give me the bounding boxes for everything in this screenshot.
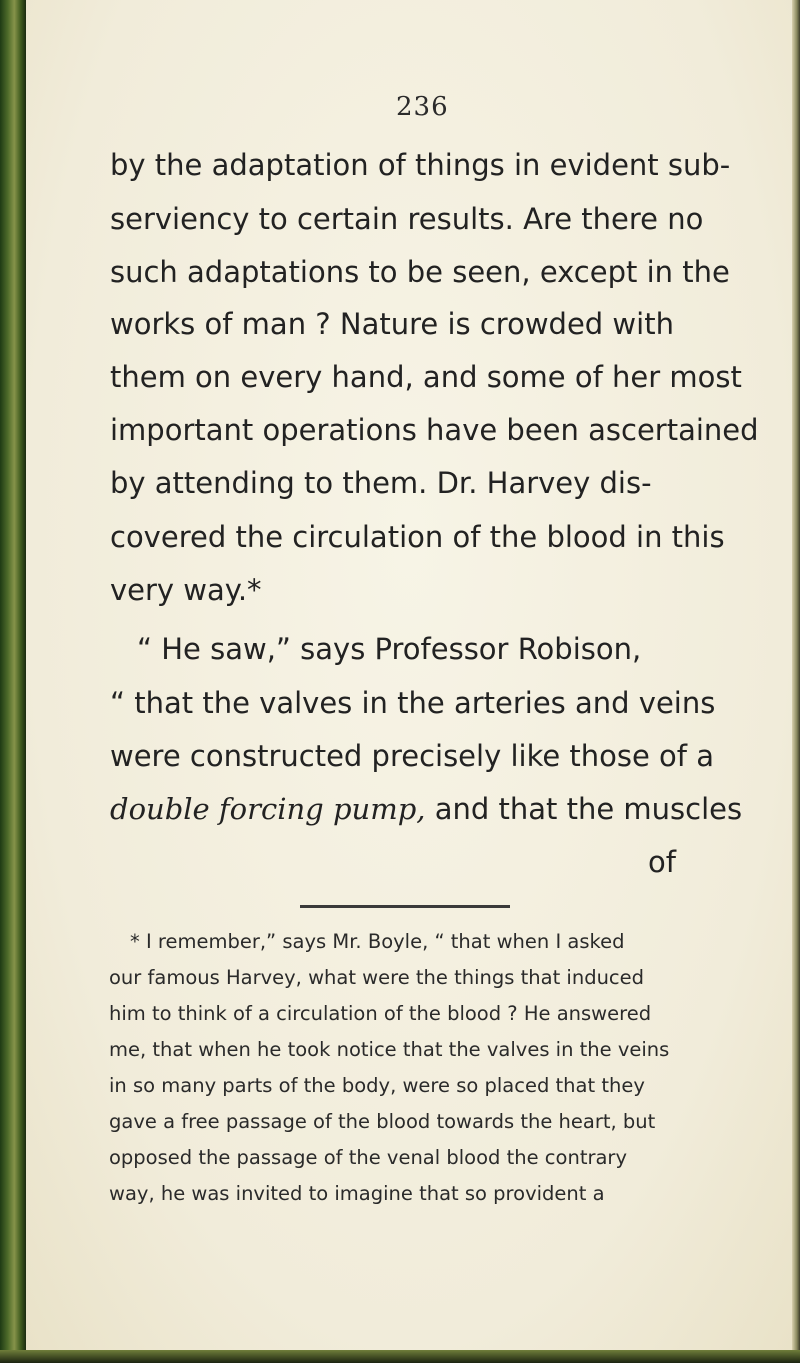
page-right-edge: [792, 0, 800, 1363]
body-line: covered the circulation of the blood in this: [110, 520, 725, 554]
footnote-line: our famous Harvey, what were the things that induced: [109, 966, 645, 989]
footnote-line: opposed the passage of the venal blood the contrary: [109, 1146, 627, 1169]
body-line: them on every hand, and some of her most: [110, 360, 742, 394]
book-spine-edge: [0, 0, 26, 1363]
footnote-line: gave a free passage of the blood towards the heart, but: [109, 1110, 656, 1133]
body-line: [110, 792, 742, 826]
body-line: works of man ? Nature is crowded with: [110, 307, 674, 341]
page-bottom-edge: [0, 1350, 800, 1363]
footnote-line: me, that when he took notice that the valves in the veins: [109, 1038, 670, 1061]
footnote-line: * I remember,” says Mr. Boyle, “ that when I asked: [130, 930, 625, 953]
body-line: by the adaptation of things in evident sub-: [110, 148, 731, 182]
body-line: important operations have been ascertained: [110, 413, 759, 447]
body-line: very way.*: [110, 573, 262, 607]
body-line: were constructed precisely like those of a: [110, 739, 715, 773]
footnote-line: way, he was invited to imagine that so provident a: [109, 1182, 605, 1205]
footnote-rule: [300, 905, 510, 908]
body-line: by attending to them. Dr. Harvey dis-: [110, 466, 652, 500]
page-number: 236: [396, 92, 449, 122]
catchword: of: [648, 845, 676, 879]
body-line: “ that the valves in the arteries and veins: [110, 686, 716, 720]
body-line: serviency to certain results. Are there no: [110, 202, 704, 236]
body-line: such adaptations to be seen, except in the: [110, 255, 730, 289]
footnote-line: in so many parts of the body, were so placed that they: [109, 1074, 645, 1097]
body-line: “ He saw,” says Professor Robison,: [137, 632, 642, 666]
footnote-line: him to think of a circulation of the blood ? He answered: [109, 1002, 652, 1025]
italic-phrase: double forcing pump,: [110, 792, 426, 826]
body-line-rest: and that the muscles: [425, 792, 743, 826]
